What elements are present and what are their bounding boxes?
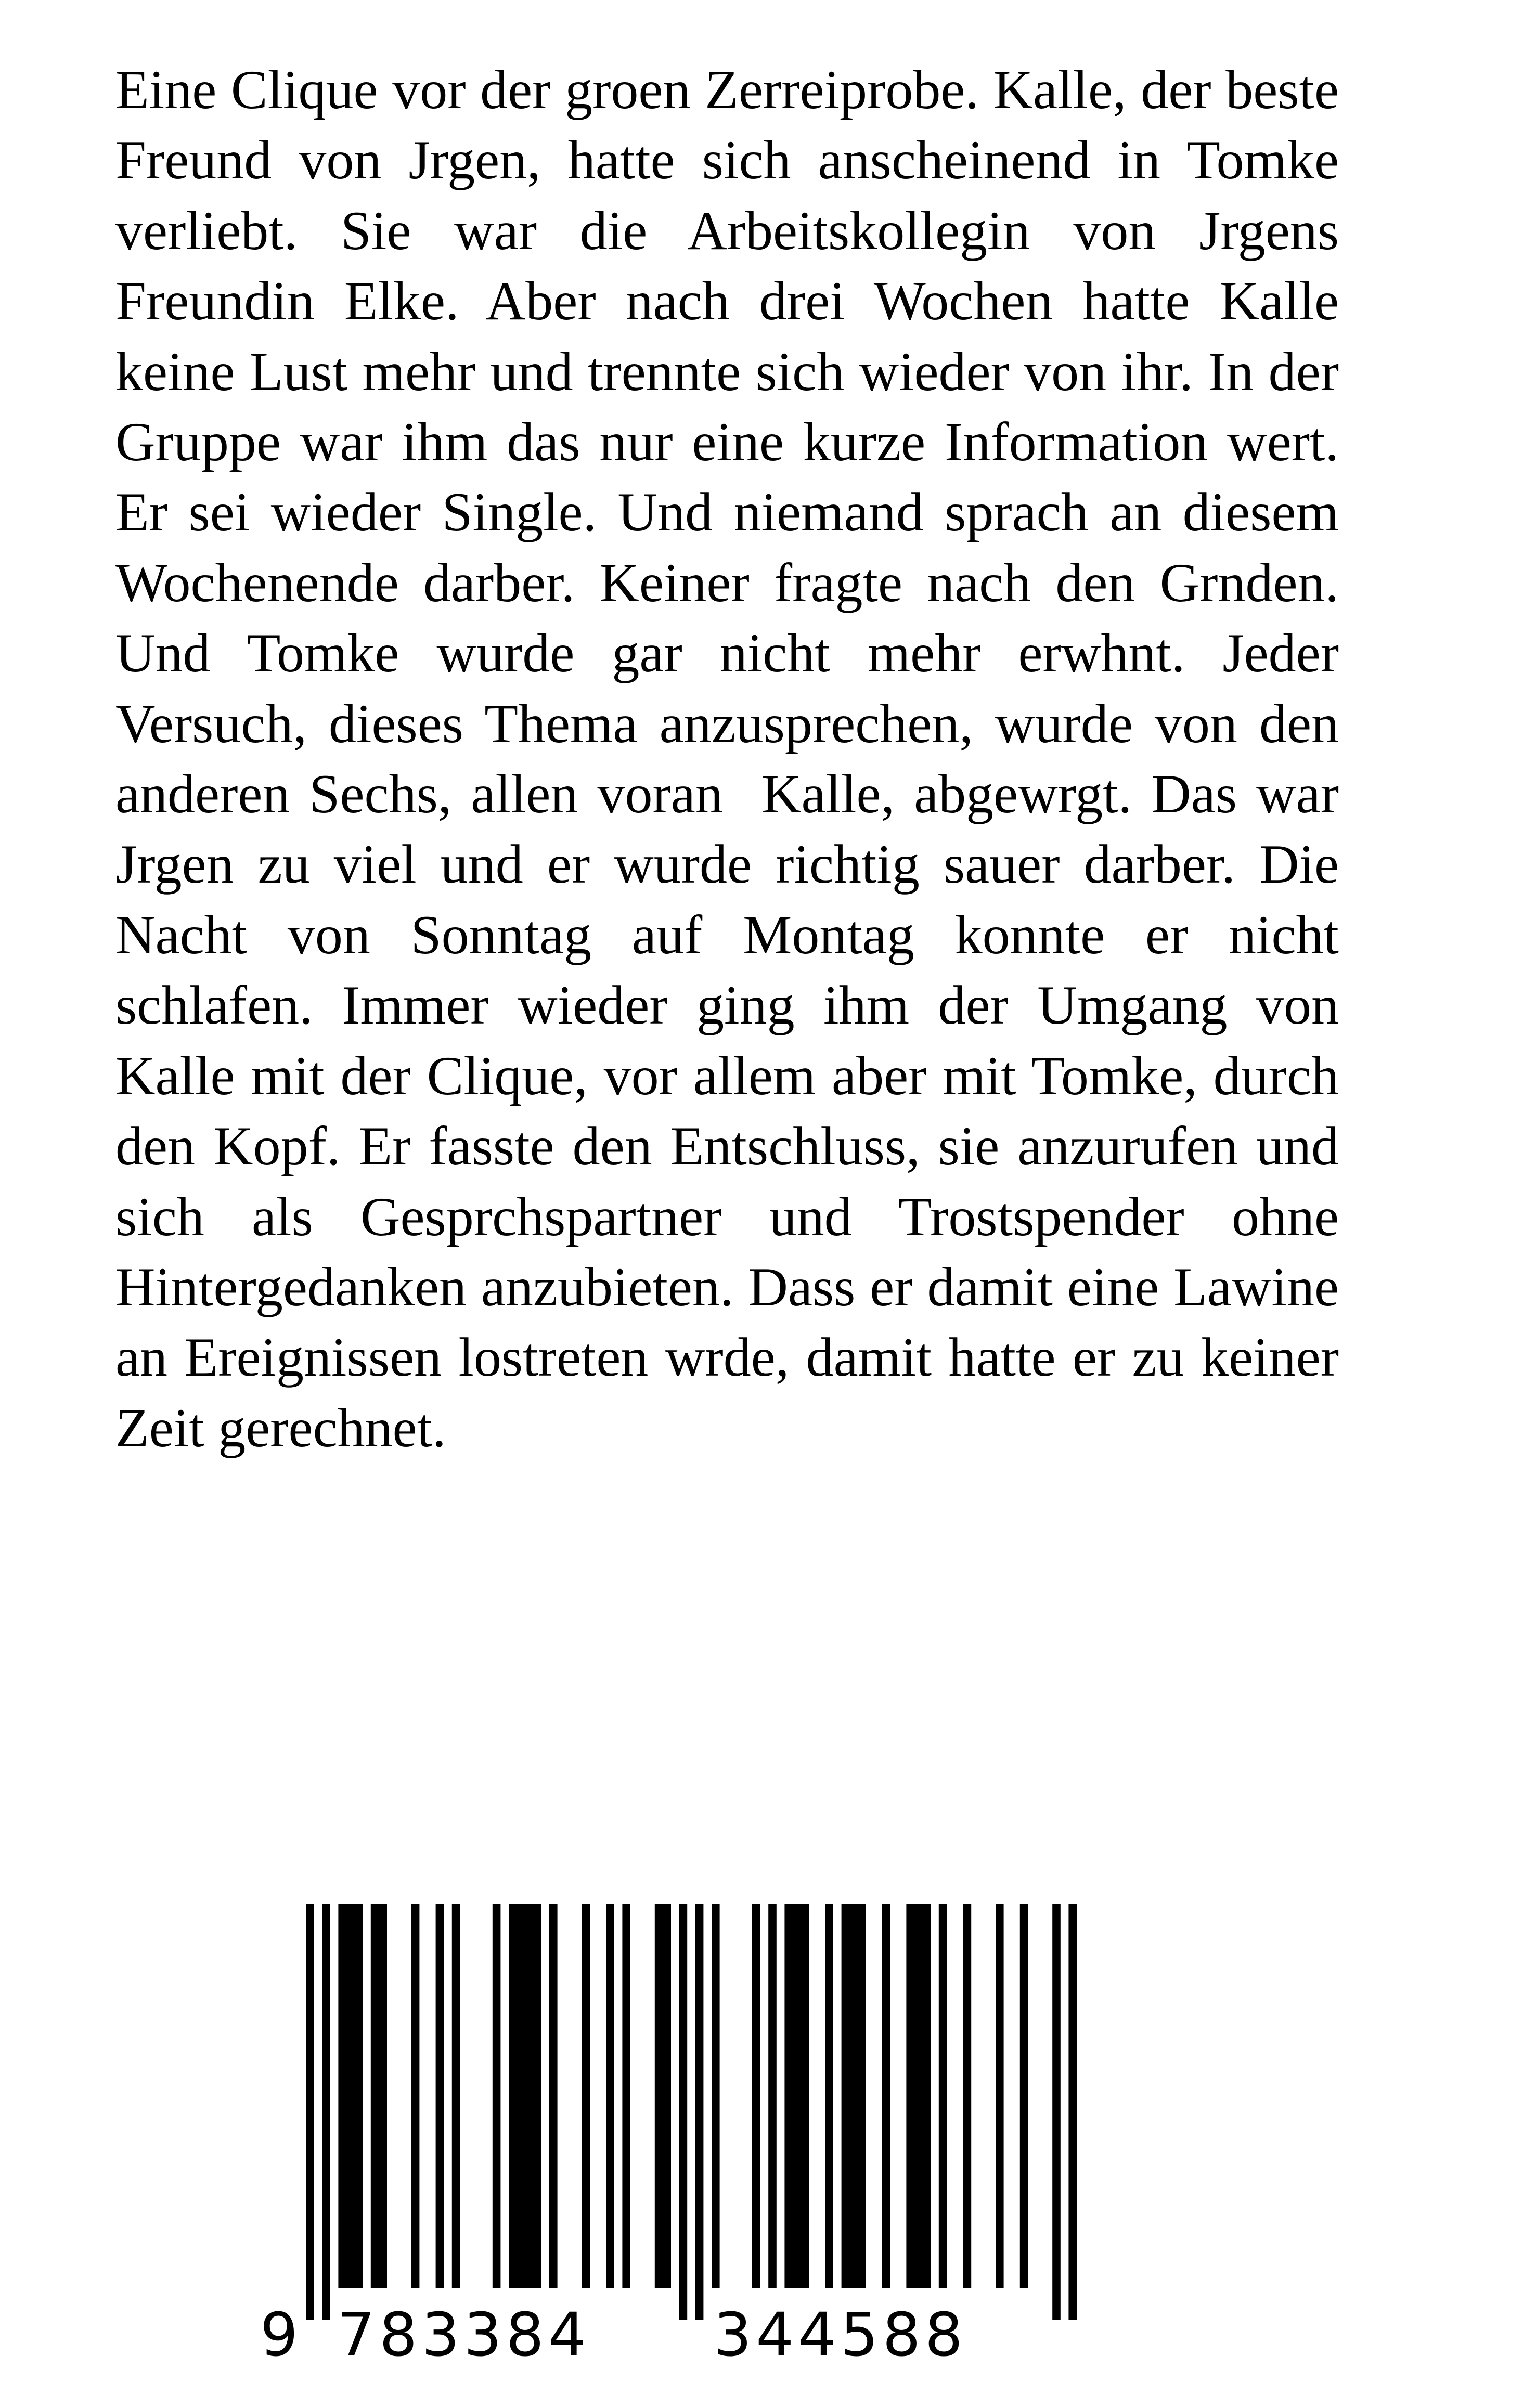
barcode-guard-bar <box>306 1904 314 2320</box>
barcode-bar <box>509 1904 541 2288</box>
isbn-barcode <box>260 1904 1144 2370</box>
barcode-bar <box>784 1904 809 2288</box>
barcode-bar <box>549 1904 558 2288</box>
barcode-bar <box>906 1904 931 2288</box>
barcode-bar <box>1020 1904 1028 2288</box>
barcode-guard-bar <box>322 1904 330 2320</box>
barcode-bar <box>842 1904 866 2288</box>
back-cover-blurb: Eine Clique vor der groen Zerreiprobe. Kalle, der beste Freund von Jrgen, hatte sich anscheinend in Tomke verliebt. Sie war die Arbeitskollegin von Jrgens Freundin Elke. Aber nach drei Wochen hatte Kalle keine Lust mehr und trennte sich wieder von ihr. In der Gruppe war ihm das nur eine kurze Information wert. Er sei wieder Single. Und niemand sprach an diesem Wochenende darber. Keiner fragte nach den Grnden. Und Tomke wurde gar nicht mehr erwhnt. Jeder Versuch, dieses Thema anzusprechen, wurde von den anderen Sechs, allen voran Kalle, abgewrgt. Das war Jrgen zu viel und er wurde richtig sauer darber. Die Nacht von Sonntag auf Montag konnte er nicht schlafen. Immer wieder ging ihm der Umgang von Kalle mit der Clique, vor allem aber mit Tomke, durch den Kopf. Er fasste den Entschluss, sie anzurufen und sich als Gesprchspartner und Trostspender ohne Hintergedanken anzubieten. Dass er damit eine Lawine an Ereignissen lostreten wrde, damit hatte er zu keiner Zeit gerechnet. <box>115 59 1353 1458</box>
barcode-bar <box>371 1904 387 2288</box>
barcode-bar <box>606 1904 614 2288</box>
barcode-bars <box>260 1904 1144 2361</box>
barcode-bar <box>752 1904 760 2288</box>
barcode-bar <box>939 1904 947 2288</box>
barcode-bar <box>582 1904 590 2288</box>
barcode-bar <box>825 1904 833 2288</box>
barcode-left-digits: 783384 <box>337 2300 590 2370</box>
barcode-guard-bar <box>1068 1904 1077 2320</box>
barcode-bar <box>411 1904 420 2288</box>
barcode-bar <box>882 1904 890 2288</box>
barcode-bar <box>712 1904 720 2288</box>
barcode-guard-bar <box>1052 1904 1061 2320</box>
barcode-bar <box>996 1904 1004 2288</box>
barcode-guard-bar <box>695 1904 704 2320</box>
barcode-bar <box>452 1904 460 2288</box>
barcode-bar <box>655 1904 671 2288</box>
barcode-lead-digit: 9 <box>260 2300 299 2370</box>
barcode-bar <box>622 1904 630 2288</box>
barcode-bar <box>436 1904 444 2288</box>
barcode-guard-bar <box>679 1904 688 2320</box>
barcode-bar <box>768 1904 777 2288</box>
barcode-right-digits: 344588 <box>714 2300 967 2370</box>
barcode-bar <box>493 1904 501 2288</box>
barcode-bar <box>338 1904 363 2288</box>
barcode-bar <box>963 1904 972 2288</box>
